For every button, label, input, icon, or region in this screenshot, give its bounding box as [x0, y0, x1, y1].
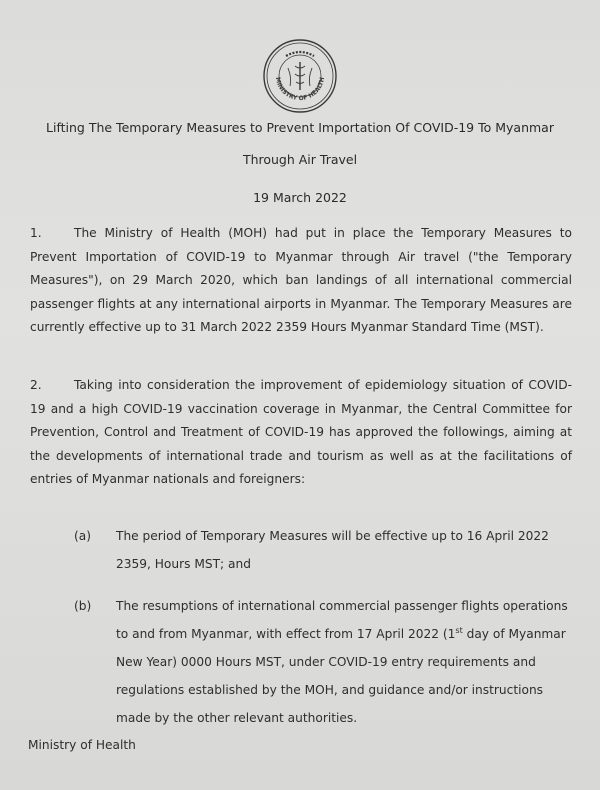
document-title-line1: Lifting The Temporary Measures to Prevent Importation Of COVID-19 To Myanmar — [46, 120, 554, 135]
paragraph-1 — [30, 222, 572, 340]
list-item-b-superscript: st — [455, 625, 463, 635]
footer-signature: Ministry of Health — [28, 738, 136, 752]
paragraph-1-text: The Ministry of Health (MOH) had put in place the Temporary Measures to Prevent Importation of COVID-19 to Myanmar through Air travel ("the Temporary Measures"), on 29 March 2020, which ban landings of all international commercial passenger flights at any international airports in Myanmar. The Temporary Measures are currently effective up to 31 March 2022 2359 Hours Myanmar Standard Time (MST). — [30, 226, 572, 334]
paragraph-1-number: 1. — [30, 226, 42, 240]
list-item-b-label: (b) — [74, 599, 92, 613]
list-item-b-text — [116, 592, 572, 732]
paragraph-2-number: 2. — [30, 378, 42, 392]
ministry-seal-icon — [262, 38, 338, 114]
paragraph-2-text: Taking into consideration the improvement of epidemiology situation of COVID-19 and a high COVID-19 vaccination coverage in Myanmar, the Central Committee for Prevention, Control and Treatment of COVID-19 has approved the followings, aiming at the developments of international trade and tourism as well as at the facilitations of entries of Myanmar nationals and foreigners: — [30, 378, 572, 486]
list-item-b-text-before: The resumptions of international commercial passenger flights operations to and from Myanmar, with effect from 17 April 2022 (1 — [116, 599, 568, 641]
list-item-b-text-after: day of Myanmar New Year) 0000 Hours MST, under COVID-19 entry requirements and regulations established by the MOH, and guidance and/or instructions made by the other relevant authorities. — [116, 627, 566, 725]
document-title-line2: Through Air Travel — [242, 152, 358, 167]
seal-text: MINISTRY OF HEALTH — [273, 76, 327, 103]
list-item-a-label: (a) — [74, 529, 91, 543]
document-date: 19 March 2022 — [253, 190, 347, 205]
list-item-a-text: The period of Temporary Measures will be effective up to 16 April 2022 2359, Hours MST; and — [116, 529, 549, 571]
paragraph-2 — [30, 374, 572, 492]
